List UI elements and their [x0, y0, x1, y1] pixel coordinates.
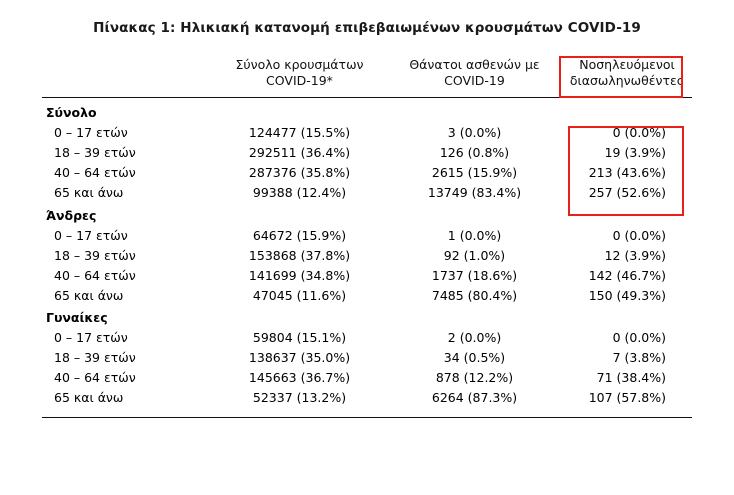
cell-intubated: 0 (0.0%): [612, 330, 666, 345]
cell-deaths: 7485 (80.4%): [431, 287, 518, 303]
cell-cases: 145663 (36.7%): [248, 370, 351, 385]
row-label: 65 και άνω: [54, 390, 124, 405]
cell-cases: 287376 (35.8%): [248, 165, 351, 180]
cell-cases: 99388 (12.4%): [252, 185, 347, 200]
table-row: [42, 265, 692, 285]
cell-cases: 64672 (15.9%): [252, 227, 347, 243]
table-row: [42, 143, 692, 163]
table-row: [42, 183, 692, 203]
column-header-deaths-line1: Θάνατοι ασθενών με: [409, 57, 540, 72]
cell-cases: 153868 (37.8%): [248, 247, 351, 263]
row-label: 40 – 64 ετών: [54, 267, 136, 283]
column-header-blank: [42, 50, 212, 98]
cell-cases: 138637 (35.0%): [248, 350, 351, 365]
cell-deaths: 878 (12.2%): [435, 370, 514, 385]
cell-cases: 292511 (36.4%): [248, 145, 351, 160]
cell-deaths: 6264 (87.3%): [431, 390, 518, 405]
cell-intubated: 7 (3.8%): [612, 350, 666, 365]
row-label: 18 – 39 ετών: [54, 247, 136, 263]
cell-intubated: 0 (0.0%): [612, 227, 666, 243]
table-spacer: [42, 408, 692, 418]
cell-intubated: 0 (0.0%): [612, 125, 666, 140]
cell-deaths: 34 (0.5%): [443, 350, 506, 365]
row-label: 0 – 17 ετών: [54, 227, 128, 243]
age-distribution-table: [42, 50, 692, 420]
group-label: Γυναίκες: [46, 310, 108, 325]
table-row: [42, 100, 692, 123]
cell-deaths: 92 (1.0%): [443, 247, 506, 263]
cell-cases: 47045 (11.6%): [252, 287, 347, 303]
cell-deaths: 2 (0.0%): [447, 330, 502, 345]
column-header-intubated: [562, 50, 692, 98]
table-header: [42, 50, 692, 98]
row-label: 65 και άνω: [54, 287, 124, 303]
cell-deaths: 3 (0.0%): [447, 125, 502, 140]
cell-deaths: 13749 (83.4%): [427, 185, 522, 200]
row-label: 0 – 17 ετών: [54, 330, 128, 345]
column-header-total-cases-line1: Σύνολο κρουσμάτων: [235, 57, 364, 72]
table-row: [42, 388, 692, 408]
column-header-total-cases: [212, 50, 387, 98]
cell-deaths: 126 (0.8%): [439, 145, 510, 160]
cell-cases: 59804 (15.1%): [252, 330, 347, 345]
table-row: [42, 203, 692, 226]
table-row: [42, 225, 692, 245]
cell-intubated: 213 (43.6%): [588, 165, 666, 180]
table-row: [42, 163, 692, 183]
table-row: [42, 305, 692, 328]
cell-deaths: 2615 (15.9%): [431, 165, 518, 180]
cell-cases: 124477 (15.5%): [248, 125, 351, 140]
row-label: 65 και άνω: [54, 185, 124, 200]
table-row: [42, 368, 692, 388]
column-header-deaths-line2: COVID-19: [444, 73, 505, 88]
row-label: 18 – 39 ετών: [54, 145, 136, 160]
group-label: Άνδρες: [46, 207, 97, 223]
cell-intubated: 19 (3.9%): [604, 145, 666, 160]
group-label: Σύνολο: [46, 105, 97, 120]
table-row: [42, 245, 692, 265]
cell-intubated: 107 (57.8%): [588, 390, 666, 405]
column-header-total-cases-line2: COVID-19*: [266, 73, 333, 88]
table-row: [42, 285, 692, 305]
table-row: [42, 348, 692, 368]
table-body: [42, 98, 692, 420]
cell-intubated: 12 (3.9%): [604, 247, 666, 263]
cell-intubated: 150 (49.3%): [588, 287, 666, 303]
cell-cases: 52337 (13.2%): [252, 390, 347, 405]
cell-intubated: 257 (52.6%): [588, 185, 666, 200]
cell-deaths: 1 (0.0%): [447, 227, 502, 243]
cell-intubated: 71 (38.4%): [596, 370, 666, 385]
cell-intubated: 142 (46.7%): [588, 267, 666, 283]
row-label: 0 – 17 ετών: [54, 125, 128, 140]
column-header-intubated-line2: διασωληνωθέντες: [569, 73, 685, 88]
row-label: 40 – 64 ετών: [54, 370, 136, 385]
row-label: 40 – 64 ετών: [54, 165, 136, 180]
table-row: [42, 123, 692, 143]
cell-deaths: 1737 (18.6%): [431, 267, 518, 283]
column-header-deaths: [387, 50, 562, 98]
table-caption: Πίνακας 1: Ηλικιακή κατανομή επιβεβαιωμένων κρουσμάτων COVID-19: [93, 20, 641, 36]
cell-cases: 141699 (34.8%): [248, 267, 351, 283]
bottom-rule: [42, 417, 692, 420]
table-row: [42, 328, 692, 348]
row-label: 18 – 39 ετών: [54, 350, 136, 365]
column-header-intubated-line1: Νοσηλευόμενοι: [579, 57, 675, 72]
